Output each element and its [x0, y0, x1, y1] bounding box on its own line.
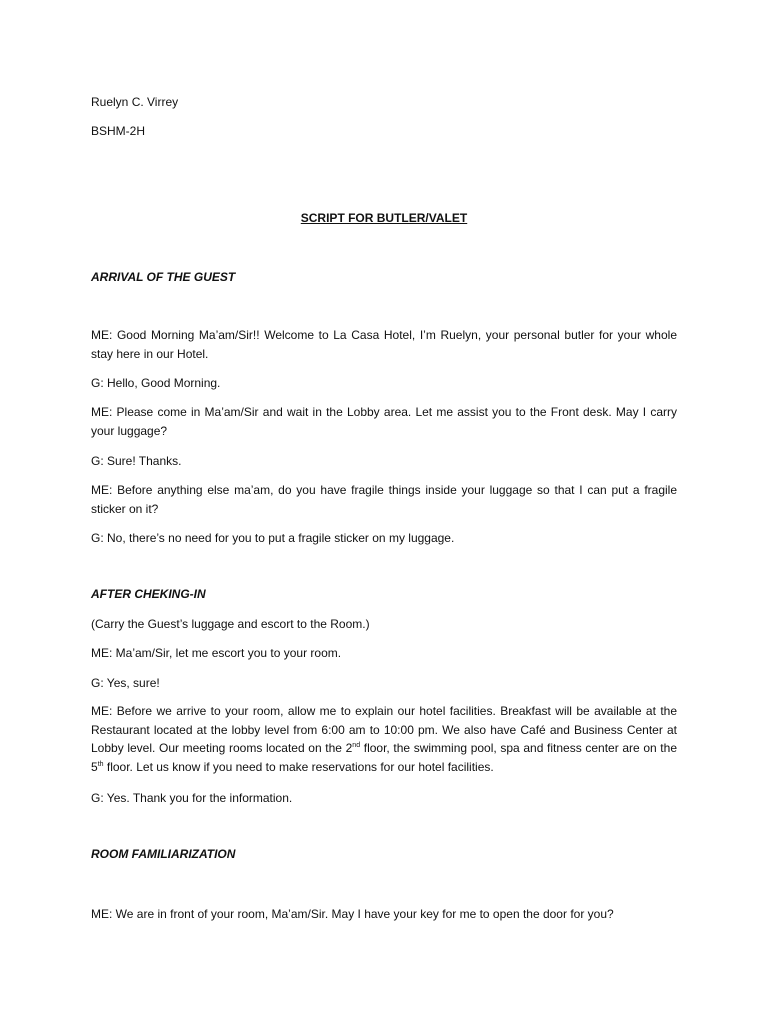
- section-heading-checkin: AFTER CHEKING-IN: [91, 587, 206, 601]
- dialogue-line: ME: We are in front of your room, Ma’am/Sir. May I have your key for me to open the door for you?: [91, 907, 614, 921]
- section-heading-arrival: ARRIVAL OF THE GUEST: [91, 270, 236, 284]
- dialogue-line: ME: Ma’am/Sir, let me escort you to your room.: [91, 646, 342, 660]
- facilities-text-2: floor, the swimming pool, spa and fitness center are on the 5: [91, 741, 677, 774]
- dialogue-line: G: No, there’s no need for you to put a fragile sticker on my luggage.: [91, 531, 455, 545]
- dialogue-line: ME: Please come in Ma’am/Sir and wait in the Lobby area. Let me assist you to the Front desk. May I carry your luggage?: [91, 405, 677, 438]
- dialogue-line: G: Hello, Good Morning.: [91, 376, 221, 390]
- superscript-nd: nd: [352, 742, 361, 749]
- stage-direction: (Carry the Guest’s luggage and escort to the Room.): [91, 617, 370, 631]
- facilities-text-1: ME: Before we arrive to your room, allow me to explain our hotel facilities. Breakfast will be available at the Restaurant located at the lobby level from 6:00 am to 10:00 pm. We also have Café and Business Center at Lobby level. Our meeting rooms located on the 2: [91, 704, 677, 755]
- author-section: BSHM-2H: [91, 124, 146, 138]
- author-name: Ruelyn C. Virrey: [91, 95, 179, 109]
- document-title: SCRIPT FOR BUTLER/VALET: [300, 211, 468, 225]
- dialogue-line: G: Yes, sure!: [91, 676, 160, 690]
- superscript-th: th: [97, 760, 104, 768]
- section-heading-room: ROOM FAMILIARIZATION: [91, 847, 236, 861]
- dialogue-line: ME: Good Morning Ma’am/Sir!! Welcome to La Casa Hotel, I’m Ruelyn, your personal butler for your whole stay here in our Hotel.: [91, 328, 677, 361]
- facilities-text-3: floor. Let us know if you need to make reservations for our hotel facilities.: [103, 759, 494, 774]
- dialogue-line: G: Yes. Thank you for the information.: [91, 791, 293, 805]
- dialogue-line: ME: Before anything else ma’am, do you have fragile things inside your luggage so that I can put a fragile sticker on it?: [91, 483, 677, 516]
- dialogue-line: G: Sure! Thanks.: [91, 454, 182, 468]
- dialogue-line-facilities: [91, 702, 677, 776]
